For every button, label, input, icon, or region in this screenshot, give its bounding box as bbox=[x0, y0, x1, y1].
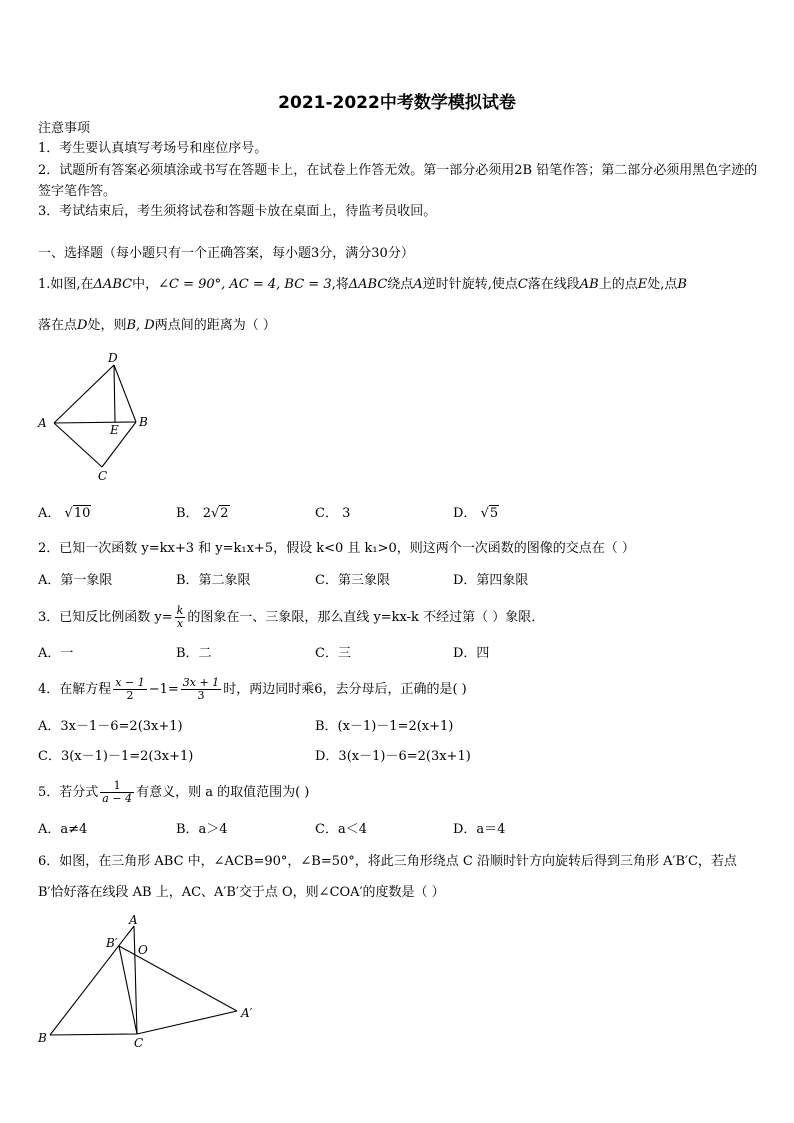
question-2-stem: 2．已知一次函数 y=kx+3 和 y=k₁x+5，假设 k<0 且 k₁>0，则这两个一次函数的图像的交点在（ ） bbox=[38, 541, 635, 556]
q2-option-b[interactable]: B．第二象限 bbox=[176, 573, 251, 588]
q2-option-a[interactable]: A．第一象限 bbox=[38, 573, 113, 588]
question-3-stem: 3．已知反比例函数 y= $\frac{k}{x}$ 的图象在一、三象限，那么直线 y=kx-k 不经过第（ ）象限． bbox=[38, 604, 545, 630]
q4-fraction-2: $\frac{3x + 1}{3}$ bbox=[182, 676, 220, 702]
q2-option-c[interactable]: C．第三象限 bbox=[315, 573, 390, 588]
q1-option-d[interactable]: D． √5 bbox=[453, 506, 499, 521]
q1-option-a[interactable]: A． √10 bbox=[38, 506, 91, 521]
label-D: D bbox=[108, 351, 118, 365]
section-heading: 一、选择题（每小题只有一个正确答案，每小题3分，满分30分） bbox=[38, 246, 414, 261]
q4-option-b[interactable]: B．(x－1)－1=2(x+1) bbox=[315, 719, 454, 734]
q4-option-c[interactable]: C．3(x－1)－1=2(3x+1) bbox=[38, 749, 194, 764]
q3-fraction: $\frac{k}{x}$ bbox=[176, 604, 184, 630]
label-A-prime: A′ bbox=[241, 1006, 253, 1020]
question-6-figure bbox=[30, 910, 270, 1050]
q4-fraction-1: $\frac{x - 1}{2}$ bbox=[115, 676, 145, 702]
label-B: B bbox=[139, 415, 148, 429]
label-B-prime: B′ bbox=[106, 936, 118, 950]
label-O: O bbox=[138, 943, 148, 957]
notice-item-3: 3．考试结束后，考生须将试卷和答题卡放在桌面上，待监考员收回。 bbox=[38, 204, 437, 219]
exam-title: 2021-2022中考数学模拟试卷 bbox=[278, 93, 516, 113]
notice-item-1: 1．考生要认真填写考场号和座位序号。 bbox=[38, 141, 268, 156]
label-E: E bbox=[110, 423, 119, 437]
q1-option-c[interactable]: C． 3 bbox=[315, 506, 351, 521]
question-4-stem: 4．在解方程 $\frac{x - 1}{2}$ −1= $\frac{3x + 1}{3}$ 时，两边同时乘6，去分母后，正确的是( ) bbox=[38, 676, 467, 702]
question-5-stem: 5．若分式 $\frac{1}{a - 4}$ 有意义，则 a 的取值范围为( ) bbox=[38, 779, 310, 805]
q4-option-d[interactable]: D．3(x－1)－6=2(3x+1) bbox=[315, 749, 471, 764]
q3-option-d[interactable]: D．四 bbox=[453, 646, 490, 661]
label-C: C bbox=[98, 469, 108, 483]
label-A: A bbox=[38, 416, 47, 430]
q5-option-c[interactable]: C．a＜4 bbox=[315, 822, 367, 837]
question-6-line-2: B′恰好落在线段 AB 上，AC、A′B′交于点 O，则∠COA′的度数是（ ） bbox=[38, 885, 445, 900]
q3-option-c[interactable]: C．三 bbox=[315, 646, 351, 661]
question-1-line-2: 落在点D处，则B, D两点间的距离为（ ） bbox=[38, 318, 276, 333]
question-1-line-1: 1.如图,在ΔABC中，∠C = 90°, AC = 4, BC = 3,将ΔABC绕点A逆时针旋转,使点C落在线段AB上的点E处,点B bbox=[38, 277, 687, 292]
q5-option-d[interactable]: D．a＝4 bbox=[453, 822, 506, 837]
q3-option-b[interactable]: B．二 bbox=[176, 646, 212, 661]
notice-heading: 注意事项 bbox=[38, 121, 91, 136]
q2-option-d[interactable]: D．第四象限 bbox=[453, 573, 529, 588]
q1-option-b[interactable]: B． 2√2 bbox=[176, 506, 229, 521]
q3-option-a[interactable]: A．一 bbox=[38, 646, 74, 661]
notice-item-2: 2．试题所有答案必须填涂或书写在答题卡上，在试卷上作答无效。第一部分必须用2B 铅笔作答；第二部分必须用黑色字迹的签字笔作答。 bbox=[38, 163, 758, 199]
label-C: C bbox=[134, 1036, 144, 1050]
label-A: A bbox=[129, 913, 138, 927]
question-6-line-1: 6．如图，在三角形 ABC 中，∠ACB=90°，∠B=50°，将此三角形绕点 C 沿顺时针方向旋转后得到三角形 A′B′C，若点 bbox=[38, 854, 737, 869]
q5-fraction: $\frac{1}{a - 4}$ bbox=[102, 779, 133, 805]
q4-option-a[interactable]: A．3x－1－6=2(3x+1) bbox=[38, 719, 183, 734]
label-B: B bbox=[38, 1031, 47, 1045]
q5-option-b[interactable]: B．a＞4 bbox=[176, 822, 228, 837]
q5-option-a[interactable]: A．a≠4 bbox=[38, 822, 88, 837]
question-1-figure bbox=[30, 345, 160, 485]
